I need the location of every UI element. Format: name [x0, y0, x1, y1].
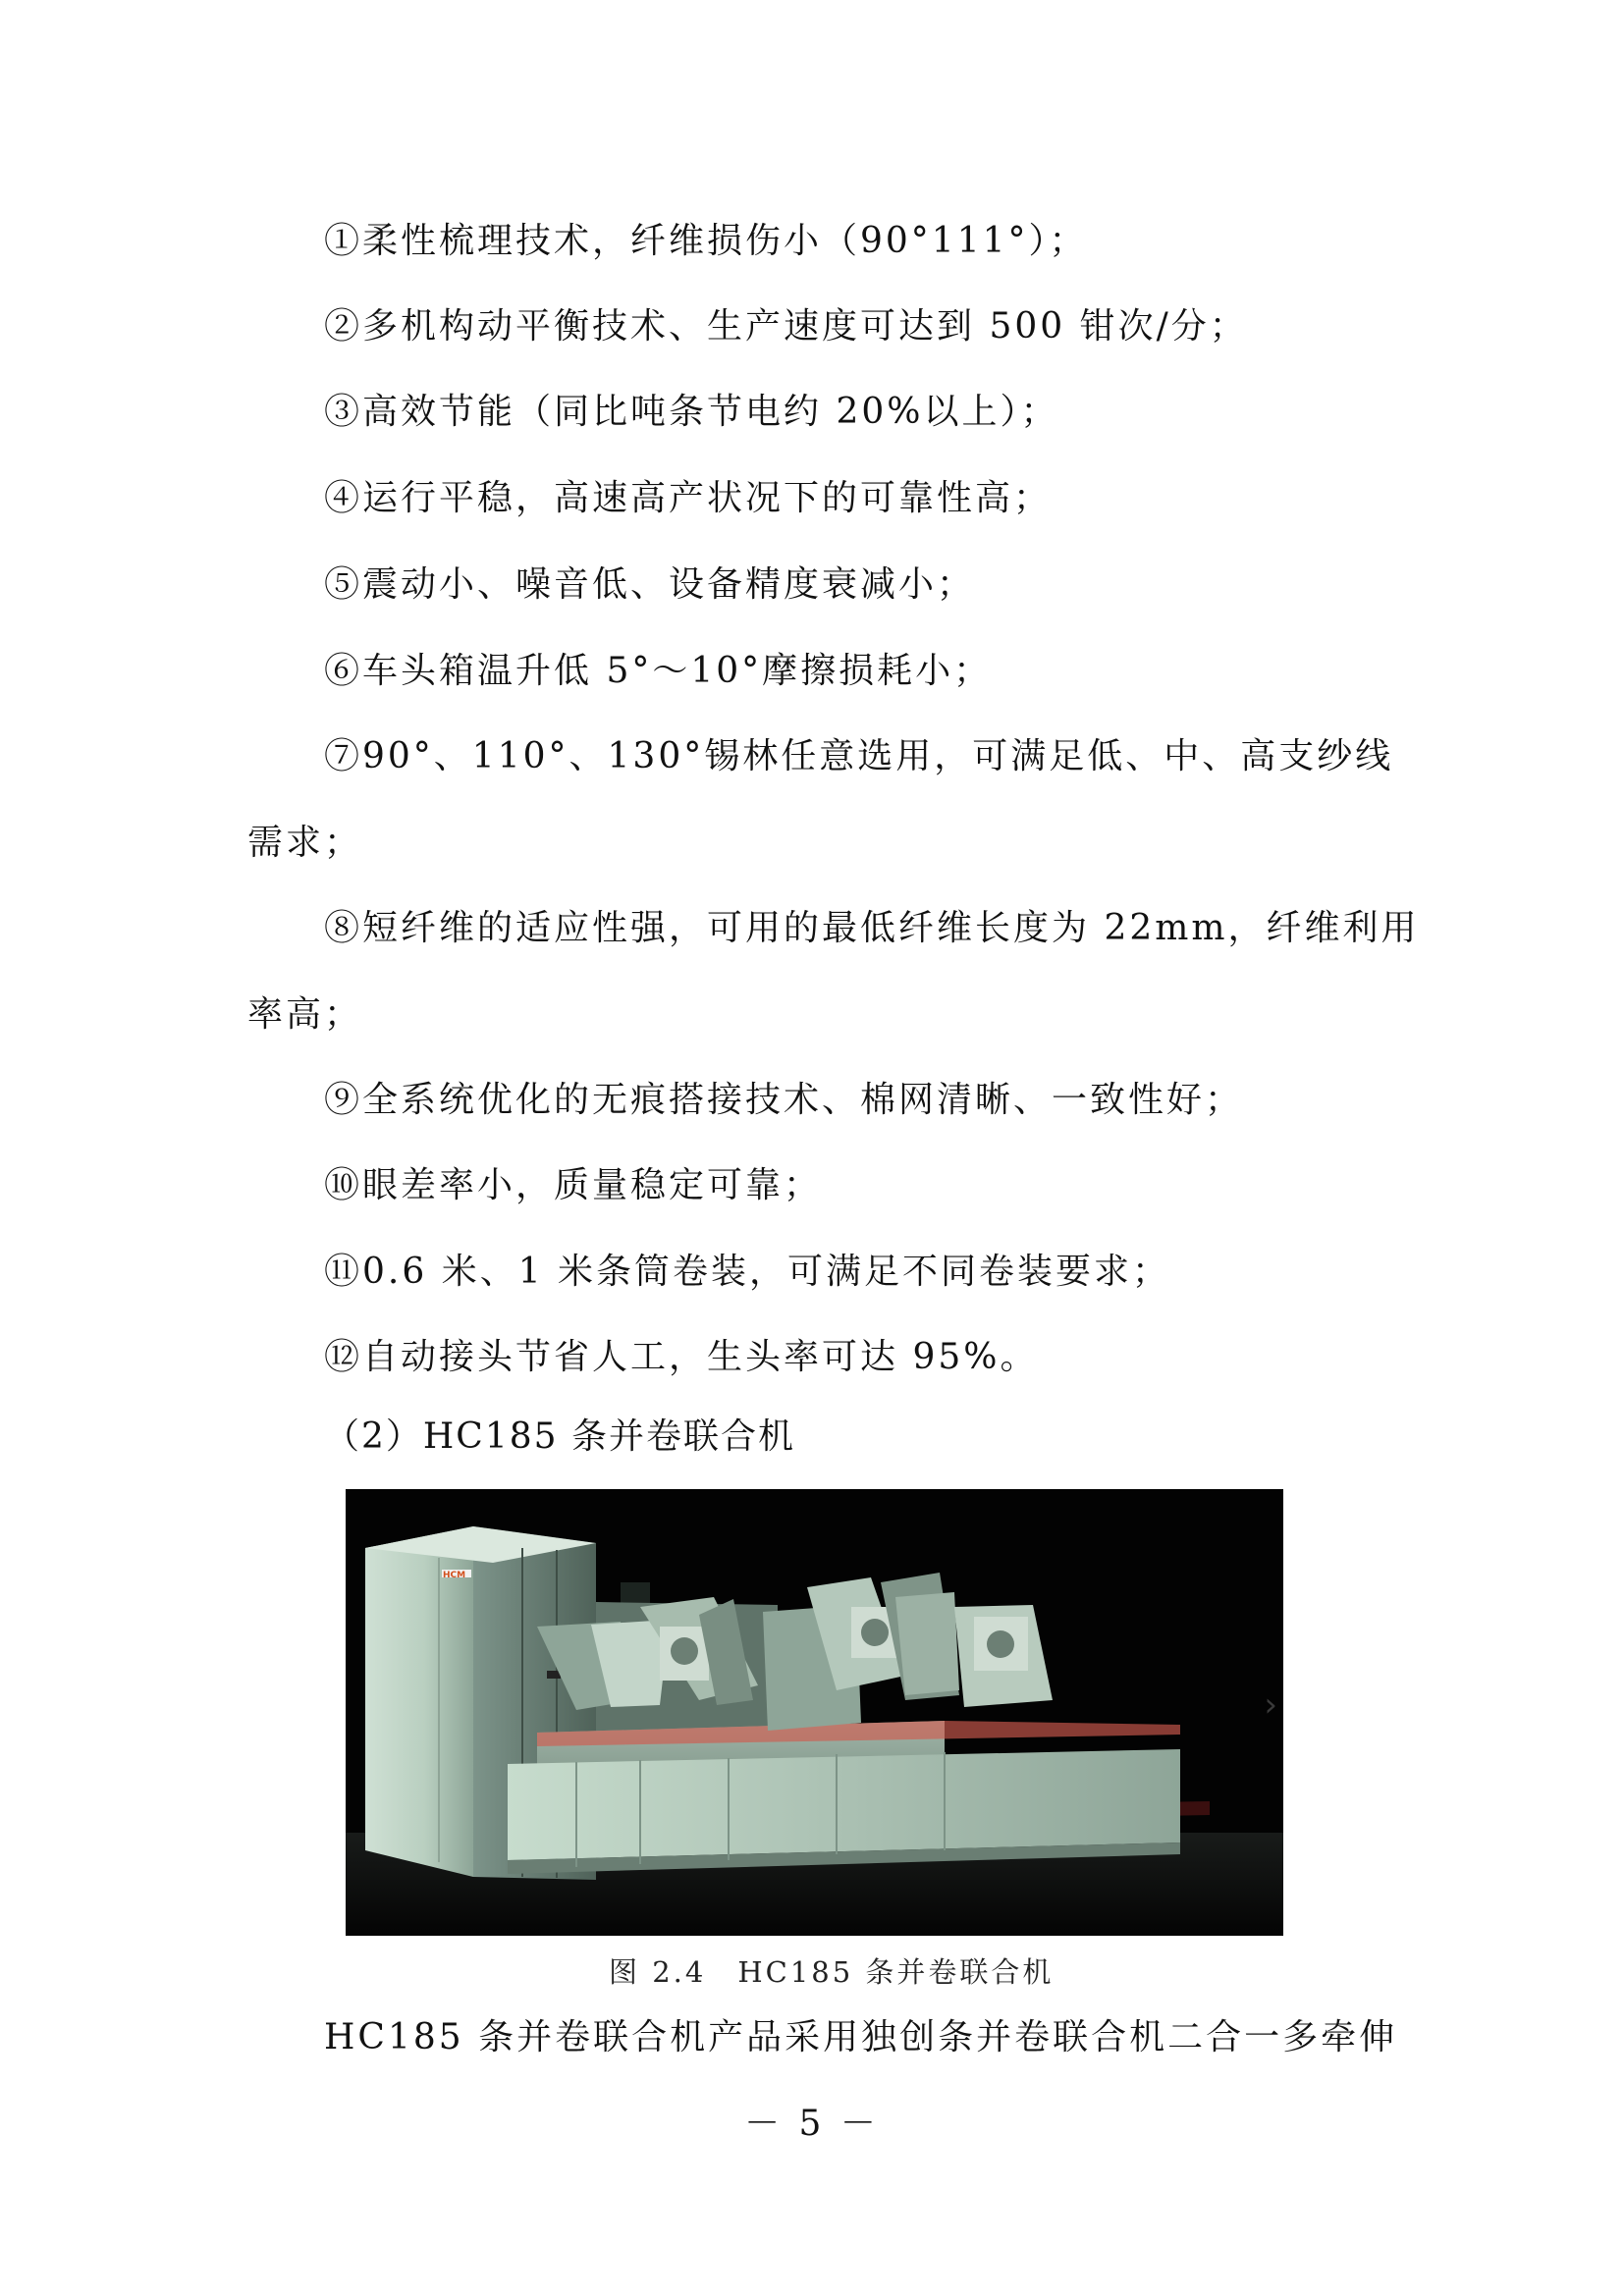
list-item: ⑪0.6 米、1 米条筒卷装，可满足不同卷装要求； [324, 1252, 1171, 1292]
list-item: ⑥车头箱温升低 5°～10°摩擦损耗小； [324, 651, 993, 691]
hc185-machine-illustration [346, 1489, 1283, 1936]
logo-text: HCM [443, 1571, 466, 1580]
machine-photo [346, 1489, 1283, 1936]
list-item: ③高效节能（同比吨条节电约 20%以上）； [324, 392, 1059, 432]
section-subheading: （2）HC185 条并卷联合机 [324, 1416, 796, 1457]
page-number: － 5 － [744, 2104, 880, 2144]
list-item: ⑩眼差率小，质量稳定可靠； [324, 1165, 823, 1205]
list-item-continuation: 需求； [247, 823, 363, 863]
list-item: ⑫自动接头节省人工，生头率可达 95%。 [324, 1337, 1039, 1377]
list-item: ⑧短纤维的适应性强，可用的最低纤维长度为 22mm，纤维利用 [324, 908, 1420, 948]
list-item: ①柔性梳理技术，纤维损伤小（90°111°）； [324, 221, 1088, 261]
list-item: ②多机构动平衡技术、生产速度可达到 500 钳次/分； [324, 306, 1248, 347]
list-item: ⑦90°、110°、130°锡林任意选用，可满足低、中、高支纱线 [324, 736, 1394, 776]
list-item: ⑨全系统优化的无痕搭接技术、棉网清晰、一致性好； [324, 1080, 1244, 1120]
figure-caption: 图 2.4 HC185 条并卷联合机 [609, 1955, 1055, 1989]
list-item-continuation: 率高； [247, 994, 363, 1035]
body-paragraph: HC185 条并卷联合机产品采用独创条并卷联合机二合一多牵伸 [324, 2017, 1398, 2057]
list-item: ④运行平稳，高速高产状况下的可靠性高； [324, 478, 1053, 518]
chevron-right-icon: › [1264, 1685, 1277, 1725]
list-item: ⑤震动小、噪音低、设备精度衰减小； [324, 564, 976, 605]
